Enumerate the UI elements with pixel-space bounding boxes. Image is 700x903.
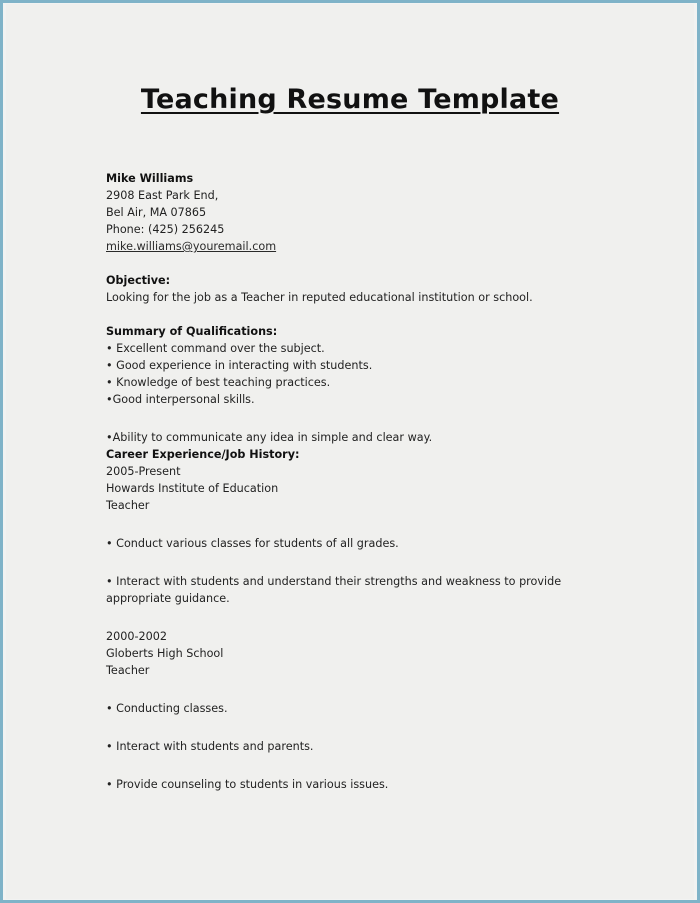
- job-duty: • Interact with students and understand their strengths and weakness to provide: [106, 575, 562, 588]
- job-duty: • Interact with students and parents.: [106, 740, 314, 753]
- contact-email-link[interactable]: mike.williams@youremail.com: [106, 240, 277, 253]
- job-duty: • Conduct various classes for students of all grades.: [106, 537, 399, 550]
- resume-body: [106, 170, 666, 793]
- career-heading: Career Experience/Job History:: [106, 448, 300, 461]
- job-duty: • Provide counseling to students in various issues.: [106, 778, 389, 791]
- job-role: Teacher: [106, 499, 150, 512]
- qualification-item: • Good experience in interacting with students.: [106, 359, 373, 372]
- contact-phone: Phone: (425) 256245: [106, 223, 225, 236]
- job-period: 2005-Present: [106, 465, 181, 478]
- job-employer: Globerts High School: [106, 647, 224, 660]
- contact-address-line-2: Bel Air, MA 07865: [106, 206, 207, 219]
- job-duty-continuation: appropriate guidance.: [106, 592, 230, 605]
- qualifications-heading: Summary of Qualifications:: [106, 325, 278, 338]
- qualification-item: •Ability to communicate any idea in simple and clear way.: [106, 431, 433, 444]
- objective-text: Looking for the job as a Teacher in reputed educational institution or school.: [106, 291, 533, 304]
- job-role: Teacher: [106, 664, 150, 677]
- qualification-item: •Good interpersonal skills.: [106, 393, 255, 406]
- contact-name: Mike Williams: [106, 172, 194, 185]
- qualification-item: • Knowledge of best teaching practices.: [106, 376, 331, 389]
- job-duty: • Conducting classes.: [106, 702, 228, 715]
- document-title: Teaching Resume Template: [140, 84, 560, 115]
- job-period: 2000-2002: [106, 630, 167, 643]
- qualification-item: • Excellent command over the subject.: [106, 342, 325, 355]
- contact-address-line-1: 2908 East Park End,: [106, 189, 219, 202]
- job-employer: Howards Institute of Education: [106, 482, 279, 495]
- objective-heading: Objective:: [106, 274, 171, 287]
